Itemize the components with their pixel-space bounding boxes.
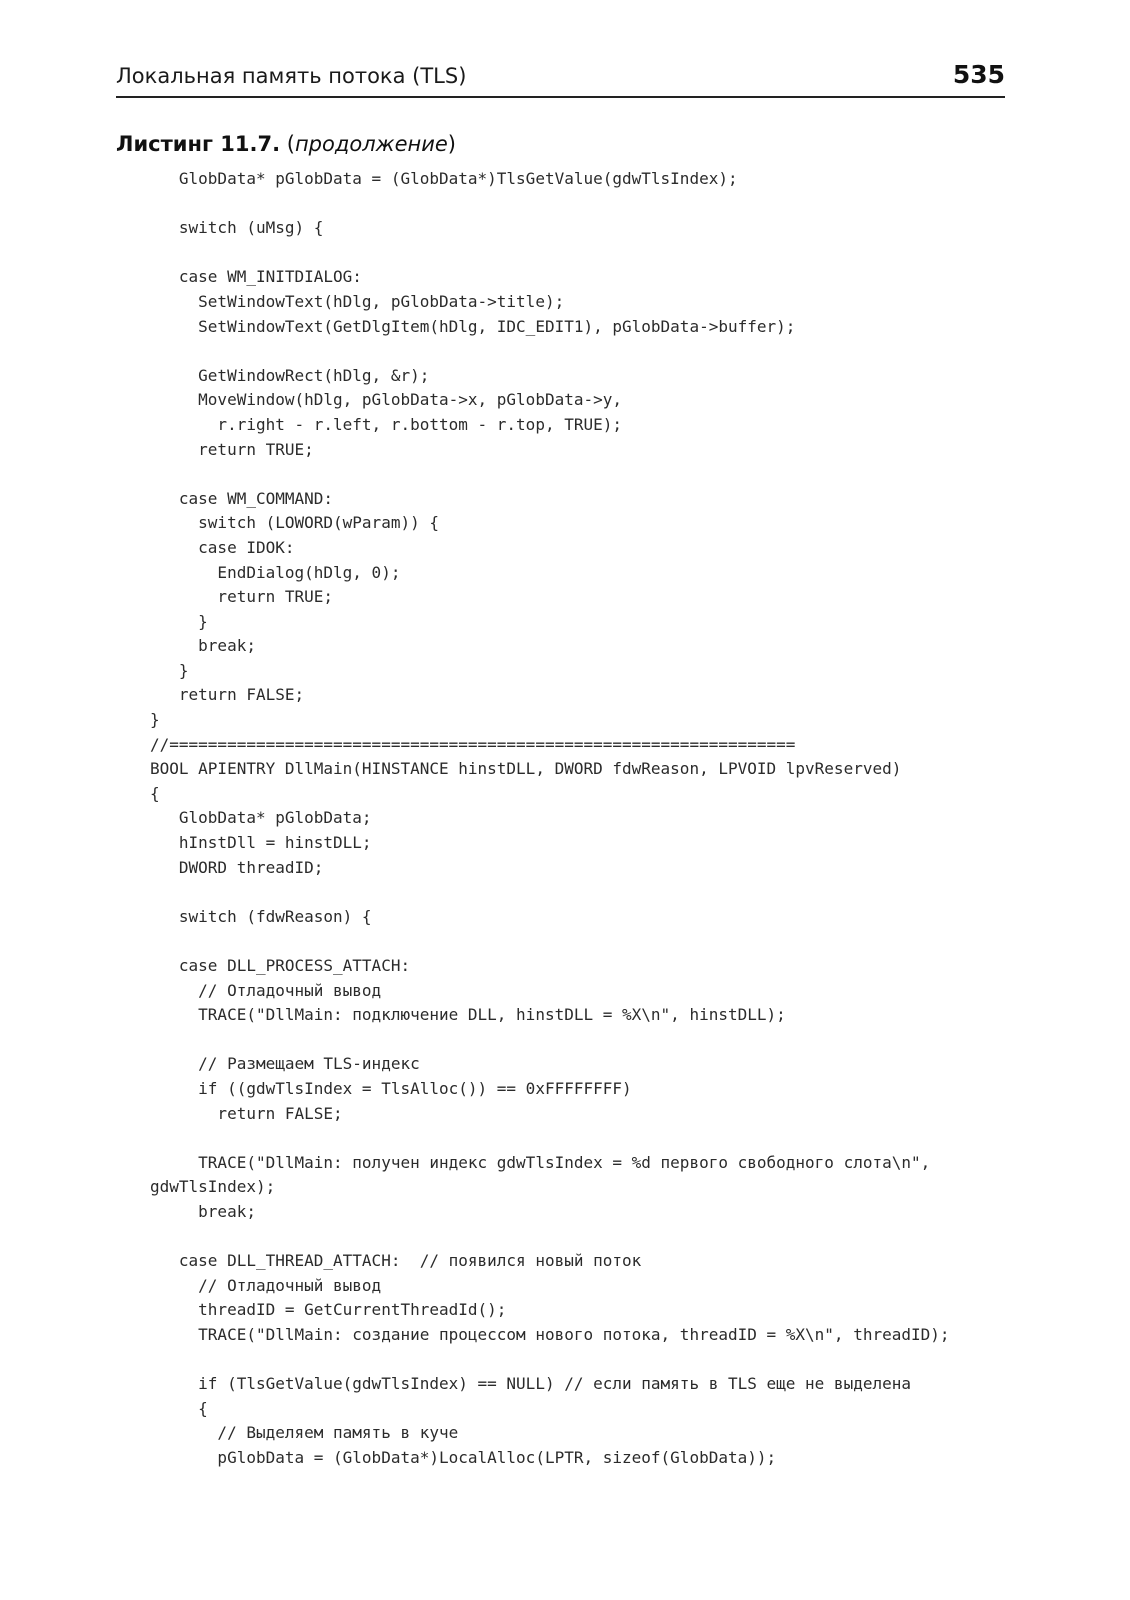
code-line: } [150,611,208,631]
code-line: TRACE("DllMain: подключение DLL, hinstDLL = %X\n", hinstDLL); [150,1005,786,1025]
listing-note: продолжение [294,132,448,156]
code-line: // Отладочный вывод [150,980,382,1000]
code-line: case IDOK: [150,537,295,557]
code-line: BOOL APIENTRY DllMain(HINSTANCE hinstDLL, DWORD fdwReason, LPVOID lpvReserved) [150,759,902,779]
code-line [150,1126,950,1151]
code-line: GlobData* pGlobData; [150,808,372,828]
code-line: case DLL_THREAD_ATTACH: // появился новый поток [150,1251,642,1271]
code-line [150,1028,950,1053]
code-line [150,339,950,364]
page-number: 535 [952,60,1005,89]
code-line: SetWindowText(GetDlgItem(hDlg, IDC_EDIT1), pGlobData->buffer); [150,316,796,336]
code-line: SetWindowText(hDlg, pGlobData->title); [150,291,565,311]
code-line: MoveWindow(hDlg, pGlobData->x, pGlobData->y, [150,390,623,410]
code-line [150,1225,950,1250]
code-line: if (TlsGetValue(gdwTlsIndex) == NULL) // если память в TLS еще не выделена [150,1374,911,1394]
code-line: // Отладочный вывод [150,1275,382,1295]
code-line: return TRUE; [150,439,314,459]
code-line: // Выделяем память в куче [150,1423,459,1443]
code-line: } [150,660,189,680]
code-line [150,462,950,487]
listing-caption [116,132,456,156]
code-line: EndDialog(hDlg, 0); [150,562,401,582]
code-line: GetWindowRect(hDlg, &r); [150,365,430,385]
listing-label: Листинг 11.7. [116,132,281,156]
code-line: break; [150,636,256,656]
code-line: hInstDll = hinstDLL; [150,833,372,853]
code-line: case WM_INITDIALOG: [150,267,362,287]
code-line [150,880,950,905]
code-line: return TRUE; [150,587,334,607]
code-line: threadID = GetCurrentThreadId(); [150,1300,507,1320]
code-line: case WM_COMMAND: [150,488,334,508]
listing-close-paren: ) [447,132,456,156]
code-listing [150,167,950,1470]
code-line [150,1348,950,1373]
code-line [150,192,950,217]
listing-open-paren: ( [280,132,295,156]
code-line [150,929,950,954]
code-line: return FALSE; [150,1103,343,1123]
code-line: gdwTlsIndex); [150,1177,276,1197]
code-line: { [150,783,160,803]
page-header [116,60,1005,98]
code-line: switch (LOWORD(wParam)) { [150,513,439,533]
code-line: return FALSE; [150,685,305,705]
code-line: GlobData* pGlobData = (GlobData*)TlsGetValue(gdwTlsIndex); [150,169,738,188]
code-line: case DLL_PROCESS_ATTACH: [150,956,411,975]
code-line: // Размещаем TLS-индекс [150,1054,420,1074]
code-line: TRACE("DllMain: создание процессом нового потока, threadID = %X\n", threadID); [150,1324,950,1344]
code-line: { [150,1398,208,1418]
code-line: pGlobData = (GlobData*)LocalAlloc(LPTR, sizeof(GlobData)); [150,1447,777,1467]
code-line: if ((gdwTlsIndex = TlsAlloc()) == 0xFFFFFFFF) [150,1078,632,1098]
code-line: r.right - r.left, r.bottom - r.top, TRUE); [150,414,623,434]
code-line: //================================================================= [150,734,796,754]
running-title: Локальная память потока (TLS) [116,64,467,88]
code-line: DWORD threadID; [150,857,324,877]
code-line [150,241,950,266]
code-line: TRACE("DllMain: получен индекс gdwTlsIndex = %d первого свободного слота\n", [150,1152,931,1172]
code-line: switch (uMsg) { [150,218,324,238]
code-line: break; [150,1201,256,1221]
code-line: } [150,710,160,730]
code-line: switch (fdwReason) { [150,906,372,926]
